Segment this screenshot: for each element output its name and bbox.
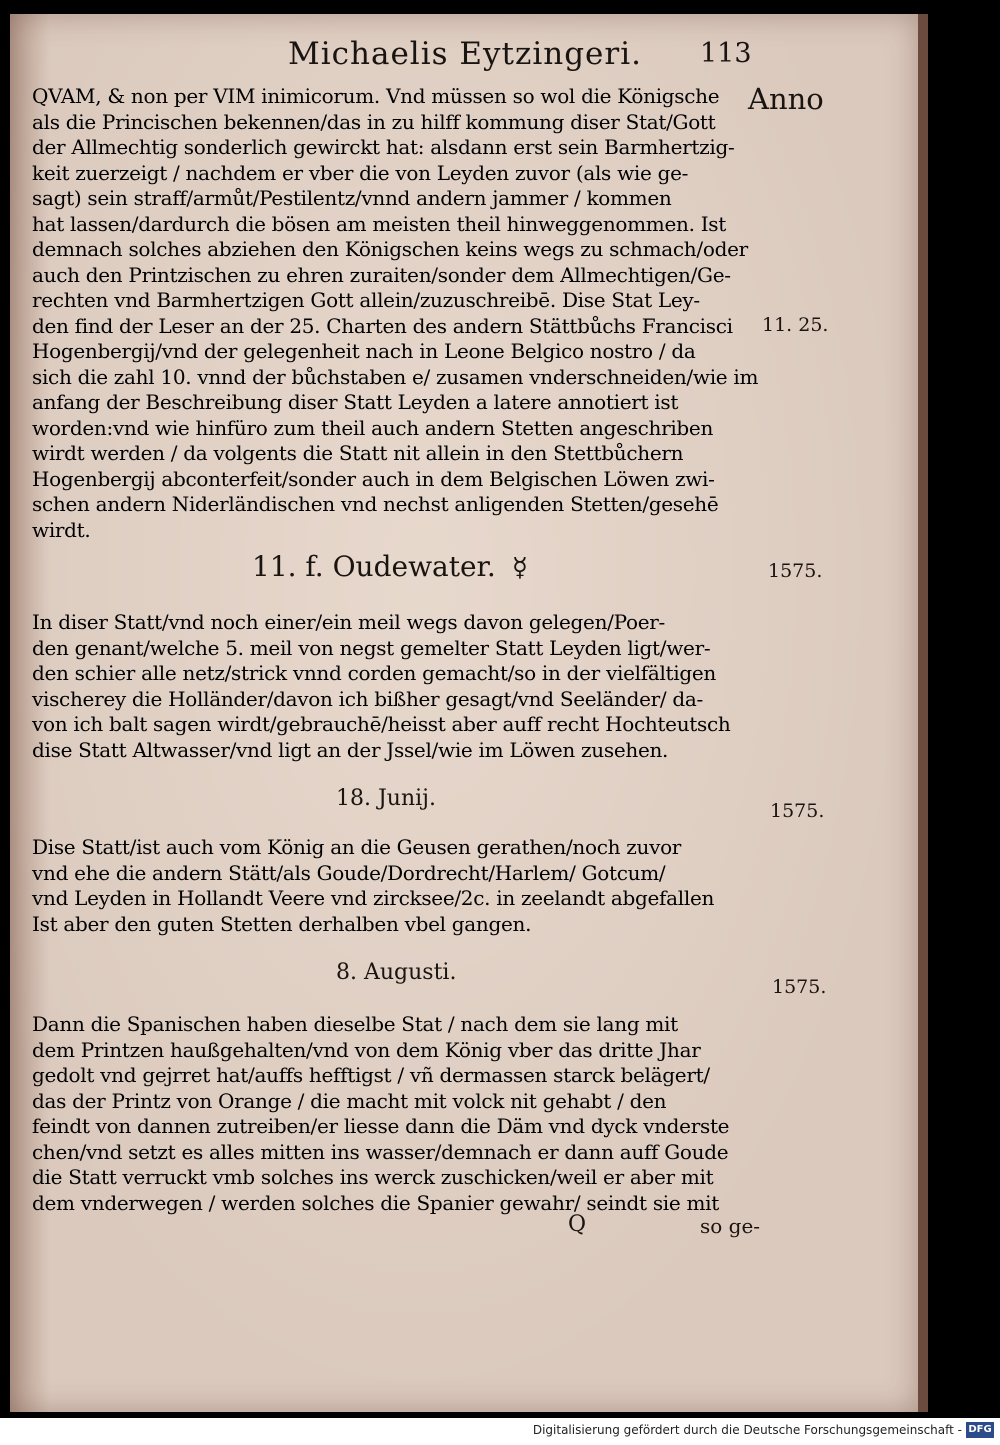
- paragraph-oudewater: [32, 610, 772, 763]
- text-line: vischerey die Holländer/davon ich bißher gesagt/vnd Seeländer/ da-: [32, 686, 703, 711]
- text-line: Ist aber den guten Stetten derhalben vbel gangen.: [32, 911, 532, 936]
- paragraph-leyden: [32, 84, 772, 543]
- dfg-logo: DFG: [966, 1422, 994, 1438]
- text-line: vnd Leyden in Hollandt Veere vnd zircksee/2c. in zeelandt abgefallen: [32, 886, 715, 910]
- section-heading-oudewater: 11. f. Oudewater.: [252, 550, 496, 583]
- text-line: keit zuerzeigt / nachdem er vber die von Leyden zuvor (als wie ge-: [32, 160, 689, 185]
- text-line: Hogenbergij abconterfeit/sonder auch in dem Belgischen Löwen zwi-: [32, 466, 715, 491]
- margin-year: 1575.: [772, 976, 827, 998]
- text-line: das der Printz von Orange / die macht mit volck nit gehabt / den: [32, 1088, 667, 1113]
- text-line: wirdt.: [32, 517, 91, 542]
- text-line: hat lassen/dardurch die bösen am meisten theil hinweggenommen. Ist: [32, 211, 727, 236]
- text-line: chen/vnd setzt es alles mitten ins wasser/demnach er dann auff Goude: [32, 1139, 729, 1164]
- page-edge-shadow: [918, 14, 928, 1412]
- text-line: dem vnderwegen / werden solches die Spanier gewahr/ seindt sie mit: [32, 1190, 719, 1215]
- text-line: Dise Statt/ist auch vom König an die Geusen gerathen/noch zuvor: [32, 835, 682, 859]
- text-line: die Statt verruckt vmb solches ins werck zuschicken/weil er aber mit: [32, 1165, 714, 1189]
- text-line: anfang der Beschreibung diser Statt Leyden a latere annotiert ist: [32, 390, 679, 414]
- catchword: so ge-: [700, 1214, 761, 1238]
- text-line: auch den Printzischen zu ehren zuraiten/sonder dem Allmechtigen/Ge-: [32, 262, 731, 287]
- text-line: vnd ehe die andern Stätt/als Goude/Dordrecht/Harlem/ Gotcum/: [32, 860, 666, 885]
- margin-year: 1575.: [768, 560, 823, 582]
- signature-mark: Q: [568, 1212, 587, 1237]
- text-line: der Allmechtig sonderlich gewirckt hat: alsdann erst sein Barmhertzig-: [32, 135, 735, 159]
- text-line: als die Princischen bekennen/das in zu hilff kommung diser Stat/Gott: [32, 109, 716, 134]
- margin-year: 1575.: [770, 800, 825, 822]
- section-heading-junij: 18. Junij.: [336, 786, 436, 811]
- text-line: In diser Statt/vnd noch einer/ein meil wegs davon gelegen/Poer-: [32, 610, 665, 634]
- text-line: den genant/welche 5. meil von negst gemelter Statt Leyden ligt/wer-: [32, 635, 711, 660]
- text-line: gedolt vnd gejrret hat/auffs hefftigst / vñ dermassen starck belägert/: [32, 1063, 710, 1087]
- text-line: QVAM, & non per VIM inimicorum. Vnd müssen so wol die Königsche: [32, 84, 720, 108]
- text-line: worden:vnd wie hinfüro zum theil auch andern Stetten angeschriben: [32, 415, 714, 440]
- text-line: rechten vnd Barmhertzigen Gott allein/zuzuschreibē. Dise Stat Ley-: [32, 288, 700, 312]
- digitization-footer: [0, 1418, 1000, 1445]
- text-line: den find der Leser an der 25. Charten des andern Stättbůchs Francisci: [32, 313, 733, 338]
- paragraph-augusti: [32, 1012, 772, 1216]
- text-line: dem Printzen haußgehalten/vnd von dem König vber das dritte Jhar: [32, 1037, 701, 1062]
- paragraph-junij: [32, 835, 772, 937]
- text-line: dise Statt Altwasser/vnd ligt an der Jssel/wie im Löwen zusehen.: [32, 737, 669, 762]
- page-number: 113: [700, 38, 752, 69]
- text-line: wirdt werden / da volgents die Statt nit allein in den Stettbůchern: [32, 441, 684, 465]
- section-heading-augusti: 8. Augusti.: [336, 960, 457, 985]
- anno-label: Anno: [748, 82, 824, 116]
- text-line: den schier alle netz/strick vnnd corden gemacht/so in der vielfältigen: [32, 661, 716, 685]
- text-line: Dann die Spanischen haben dieselbe Stat / nach dem sie lang mit: [32, 1012, 678, 1036]
- margin-reference: 11. 25.: [762, 314, 829, 336]
- text-line: sich die zahl 10. vnnd der bůchstaben e/ zusamen vnderschneiden/wie im: [32, 364, 759, 389]
- running-title: Michaelis Eytzingeri.: [288, 36, 642, 72]
- digitization-credit: Digitalisierung gefördert durch die Deutsche Forschungsgemeinschaft -: [532, 1423, 962, 1437]
- text-line: demnach solches abziehen den Königschen keins wegs zu schmach/oder: [32, 237, 748, 261]
- mercury-symbol-icon: ☿: [512, 553, 528, 583]
- text-line: schen andern Niderländischen vnd nechst anligenden Stetten/gesehē: [32, 492, 719, 516]
- text-line: sagt) sein straff/armůt/Pestilentz/vnnd andern jammer / kommen: [32, 186, 672, 210]
- text-line: von ich balt sagen wirdt/gebrauchē/heisst aber auff recht Hochteutsch: [32, 712, 731, 736]
- text-line: Hogenbergij/vnd der gelegenheit nach in Leone Belgico nostro / da: [32, 339, 696, 363]
- text-line: feindt von dannen zutreiben/er liesse dann die Däm vnd dyck vnderste: [32, 1114, 730, 1138]
